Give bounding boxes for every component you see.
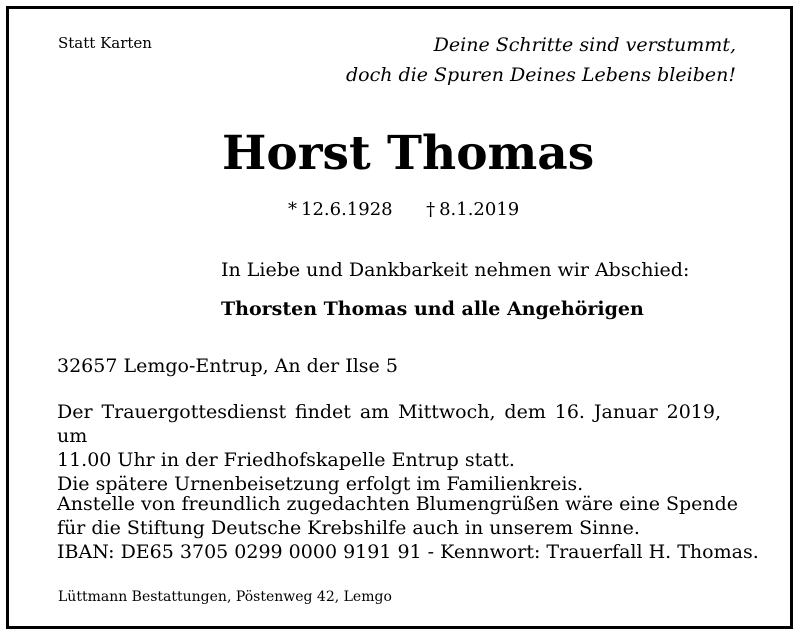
quote-line-2: doch die Spuren Deines Lebens bleiben! [345,64,736,86]
memorial-quote [346,30,736,90]
donation-line-2: für die Stiftung Deutsche Krebshilfe auch in unserem Sinne. [57,517,640,539]
death-symbol: † [426,199,436,220]
service-line-1: Der Trauergottesdienst findet am Mittwoch, dem 16. Januar 2019, um [57,401,721,447]
service-paragraph [57,400,721,496]
birth-date: 12.6.1928 [301,199,393,220]
service-line-2: 11.00 Uhr in der Friedhofskapelle Entrup statt. [57,449,515,471]
funeral-home-footer: Lüttmann Bestattungen, Pöstenweg 42, Lemgo [58,589,392,605]
life-dates [288,199,519,220]
donation-line-3: IBAN: DE65 3705 0299 0000 9191 91 - Kennwort: Trauerfall H. Thomas. [57,541,759,563]
farewell-intro: In Liebe und Dankbarkeit nehmen wir Abschied: [221,259,690,281]
donation-paragraph [57,492,759,564]
donation-line-1: Anstelle von freundlich zugedachten Blumengrüßen wäre eine Spende [57,493,739,515]
service-line-3: Die spätere Urnenbeisetzung erfolgt im Familienkreis. [57,473,584,495]
birth-symbol: * [288,199,297,220]
deceased-name: Horst Thomas [222,126,595,181]
quote-line-1: Deine Schritte sind verstummt, [433,34,736,56]
family-signature: Thorsten Thomas und alle Angehörigen [221,298,644,320]
address-text: 32657 Lemgo-Entrup, An der Ilse 5 [57,355,398,377]
death-date: 8.1.2019 [439,199,520,220]
statt-karten-label: Statt Karten [58,34,152,52]
